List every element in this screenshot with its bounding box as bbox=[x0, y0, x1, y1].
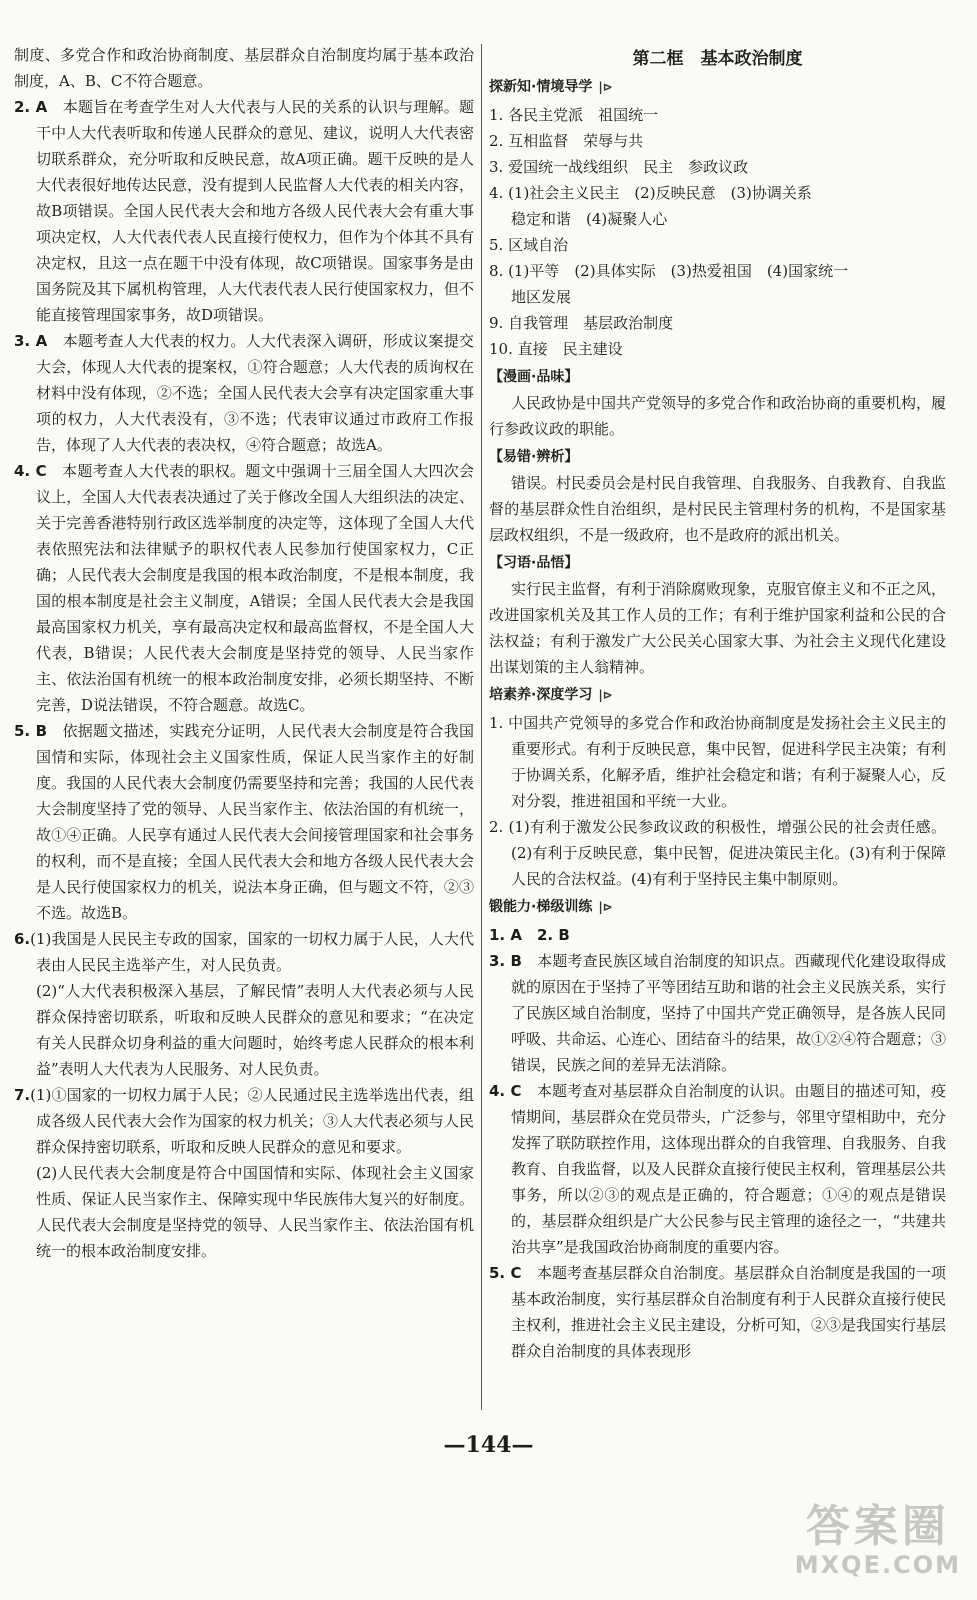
double-arrow-icon: |⊳ bbox=[598, 900, 613, 914]
answer-text: 本题旨在考查学生对人大代表与人民的关系的认识与理解。题干中人大代表听取和传递人民群众的意见、建议，说明人大代表密切联系群众，充分听取和反映民意，故A项正确。题干反映的是人大代表很好地传达民意，没有提到人民监督人大代表的相关内容，故B项错误。全国人民代表大会和地方各级人民代表大会有重大事项决定权，人大代表代表人民直接行使权力，但作为个体其不具有决定权，且这一点在题干中没有体现，故C项错误。国家事务是由国务院及其下属机构管理，人大代表代表人民行使国家权力，但不能直接管理国家事务，故D项错误。 bbox=[36, 98, 474, 324]
watermark-line1: 答案圈 bbox=[805, 1501, 950, 1552]
answer-item bbox=[14, 458, 474, 718]
continued-text: 制度、多党合作和政治协商制度、基层群众自治制度均属于基本政治制度，A、B、C不符合题意。 bbox=[14, 46, 474, 90]
yicuo-text: 错误。村民委员会是村民自我管理、自我服务、自我教育、自我监督的基层群众性自治组织，是村民民主管理村务的机构，不是国家基层政权组织，不是一级政府，也不是政府的派出机关。 bbox=[489, 474, 947, 544]
page-number: —144— bbox=[443, 1432, 534, 1458]
answer-number: 5. B bbox=[14, 722, 48, 740]
training-text: 本题考查民族区域自治制度的知识点。西藏现代化建设取得成就的原因在于坚持了平等团结互助和谐的社会主义民族关系，实行了民族区域自治制度，坚持了中国共产党正确领导，是各族人民同呼吸、共命运、心连心、团结奋斗的结果，故①②④符合题意；③错误，民族之间的差异无法消除。 bbox=[511, 952, 947, 1074]
answer-7-part2: (2)人民代表大会制度是符合中国国情和实际、体现社会主义国家性质、保证人民当家作主、保障实现中华民族伟大复兴的好制度。人民代表大会制度是坚持党的领导、人民当家作主、依法治国有机统一的根本政治制度安排。 bbox=[36, 1164, 474, 1260]
answer-text: 本题考查人大代表的权力。人大代表深入调研，形成议案提交大会，体现人大代表的提案权，①符合题意；人大代表的质询权在材料中没有体现，②不选；全国人民代表大会享有决定国家重大事项的权力，人大代表没有，③不选；代表审议通过市政府工作报告，体现了人大代表的表决权，④符合题意；故选A。 bbox=[36, 332, 474, 454]
answer-text: 本题考查人大代表的职权。题文中强调十三届全国人大四次会议上，全国人大代表表决通过了关于修改全国人大组织法的决定、关于完善香港特别行政区选举制度的决定等，这体现了全国人大代表依照宪法和法律赋予的职权代表人民参加行使国家权力，C正确；人民代表大会制度是我国的根本政治制度，不是根本制度，我国的根本制度是社会主义制度，A错误；全国人民代表大会是我国最高国家权力机关，享有最高决定权和最高监督权，不是全国人大代表，B错误；人民代表大会制度是坚持党的领导、人民当家作主、依法治国有机统一的根本政治制度安排，必须长期坚持、不断完善，D说法错误，不符合题意。故选C。 bbox=[36, 462, 474, 714]
training-number: 4. C bbox=[489, 1082, 522, 1100]
section-training-header bbox=[489, 894, 946, 920]
training-item bbox=[489, 1260, 946, 1364]
training-first-answers: 1. A 2. B bbox=[489, 926, 570, 944]
training-number: 3. B bbox=[489, 952, 522, 970]
answer-number: 4. C bbox=[14, 462, 47, 480]
training-text: 本题考查基层群众自治制度。基层群众自治制度是我国的一项基本政治制度，实行基层群众自治制度有利于人民群众直接行使民主权利，推进社会主义民主建设，分析可知，②③是我国实行基层群众自治制度的具体表现形 bbox=[511, 1264, 947, 1360]
answer-6-part1 bbox=[14, 926, 474, 978]
explore-line: 4. (1)社会主义民主 (2)反映民意 (3)协调关系 bbox=[489, 184, 812, 202]
answer-number: 3. A bbox=[14, 332, 48, 350]
explore-line: 2. 互相监督 荣辱与共 bbox=[489, 132, 644, 150]
double-arrow-icon: |⊳ bbox=[598, 688, 613, 702]
watermark-line2: MXQE.COM bbox=[794, 1551, 961, 1579]
deep-item: 1. 中国共产党领导的多党合作和政治协商制度是发扬社会主义民主的重要形式。有利于反映民意，集中民智，促进科学民主决策；有利于协调关系，化解矛盾，维护社会稳定和谐；有利于凝聚人心，反对分裂，推进祖国和平统一大业。 bbox=[489, 714, 947, 810]
xiyu-tag: 【习语·品悟】 bbox=[489, 555, 579, 571]
training-answers bbox=[489, 948, 946, 1364]
yicuo-tag: 【易错·辨析】 bbox=[489, 449, 579, 465]
training-item bbox=[489, 1078, 946, 1260]
section-explore-title: 探新知·情境导学 bbox=[489, 79, 593, 95]
section-explore-header bbox=[489, 74, 946, 100]
answer-number: 2. A bbox=[14, 98, 48, 116]
answer-item bbox=[14, 94, 474, 328]
deep-answers bbox=[489, 710, 946, 892]
double-arrow-icon: |⊳ bbox=[598, 80, 613, 94]
answer-list bbox=[14, 94, 474, 926]
frame-title: 第二框 基本政治制度 bbox=[632, 49, 803, 69]
training-number: 5. C bbox=[489, 1264, 522, 1282]
manhua-tag: 【漫画·品味】 bbox=[489, 369, 579, 385]
answer-6 bbox=[14, 926, 474, 1082]
section-deep-header bbox=[489, 682, 946, 708]
section-deep-title: 培素养·深度学习 bbox=[489, 687, 593, 703]
explore-line: 稳定和谐 (4)凝聚人心 bbox=[511, 210, 668, 228]
answer-item bbox=[14, 328, 474, 458]
explore-line: 9. 自我管理 基层政治制度 bbox=[489, 314, 674, 332]
answer-7-part1 bbox=[14, 1082, 474, 1160]
manhua-text: 人民政协是中国共产党领导的多党合作和政治协商的重要机构，履行参政议政的职能。 bbox=[489, 394, 947, 438]
left-column bbox=[14, 42, 474, 1264]
training-text: 本题考查对基层群众自治制度的认识。由题目的描述可知，疫情期间，基层群众在党员带头，广泛参与，邻里守望相助中，充分发挥了联防联控作用，这体现出群众的自我管理、自我服务、自我教育、自我监督，以及人民群众直接行使民主权利，管理基层公共事务，所以②③的观点是正确的，符合题意；①④的观点是错误的，基层群众组织是广大公民参与民主管理的途径之一，“共建共治共享”是我国政治协商制度的重要内容。 bbox=[511, 1082, 947, 1256]
explore-line: 1. 各民主党派 祖国统一 bbox=[489, 106, 659, 124]
answer-7 bbox=[14, 1082, 474, 1264]
xiyu-text: 实行民主监督，有利于消除腐败现象，克服官僚主义和不正之风，改进国家机关及其工作人员的工作；有利于维护国家利益和公民的合法权益；有利于激发广大公民关心国家大事、为社会主义现代化建设出谋划策的主人翁精神。 bbox=[489, 580, 947, 676]
explore-answers bbox=[489, 102, 946, 362]
explore-line: 5. 区域自治 bbox=[489, 236, 569, 254]
explore-line: 3. 爱国统一战线组织 民主 参政议政 bbox=[489, 158, 749, 176]
answer-7-number: 7. bbox=[14, 1086, 31, 1104]
section-training-title: 锻能力·梯级训练 bbox=[489, 899, 593, 915]
deep-item: 2. (1)有利于激发公民参政议政的积极性，增强公民的社会责任感。(2)有利于反映民意，集中民智，促进决策民主化。(3)有利于保障人民的合法权益。(4)有利于坚持民主集中制原则。 bbox=[489, 818, 946, 888]
answer-text: 依据题文描述，实践充分证明，人民代表大会制度是符合我国国情和实际，体现社会主义国家性质，保证人民当家作主的好制度。我国的人民代表大会制度仍需要坚持和完善；我国的人民代表大会制度坚持了党的领导、人民当家作主、依法治国的有机统一，故①④正确。人民享有通过人民代表大会间接管理国家和社会事务的权利，而不是直接；全国人民代表大会和地方各级人民代表大会是人民行使国家权力的机关，说法本身正确，但与题文不符，②③不选。故选B。 bbox=[36, 722, 474, 922]
training-item bbox=[489, 948, 946, 1078]
answer-6-part2: (2)“人大代表积极深入基层，了解民情”表明人大代表必须与人民群众保持密切联系，听取和反映人民群众的意见和要求；“在决定有关人民群众切身利益的重大问题时，始终考虑人民群众的根本利益”表明人大代表为人民服务、对人民负责。 bbox=[36, 982, 474, 1078]
answer-6-number: 6. bbox=[14, 930, 31, 948]
explore-line: 10. 直接 民主建设 bbox=[489, 340, 623, 358]
explore-line: 8. (1)平等 (2)具体实际 (3)热爱祖国 (4)国家统一 bbox=[489, 262, 849, 280]
answer-7-text1: (1)①国家的一切权力属于人民；②人民通过民主选举选出代表，组成各级人民代表大会作为国家的权力机关；③人大代表必须与人民群众保持密切联系，听取和反映人民群众的意见和要求。 bbox=[30, 1086, 474, 1156]
right-column bbox=[489, 42, 946, 1364]
column-divider bbox=[481, 44, 482, 1410]
answer-item bbox=[14, 718, 474, 926]
explore-line: 地区发展 bbox=[511, 288, 572, 306]
answer-6-text1: (1)我国是人民民主专政的国家，国家的一切权力属于人民，人大代表由人民民主选举产生，对人民负责。 bbox=[30, 930, 474, 974]
watermark-logo bbox=[795, 1502, 961, 1578]
